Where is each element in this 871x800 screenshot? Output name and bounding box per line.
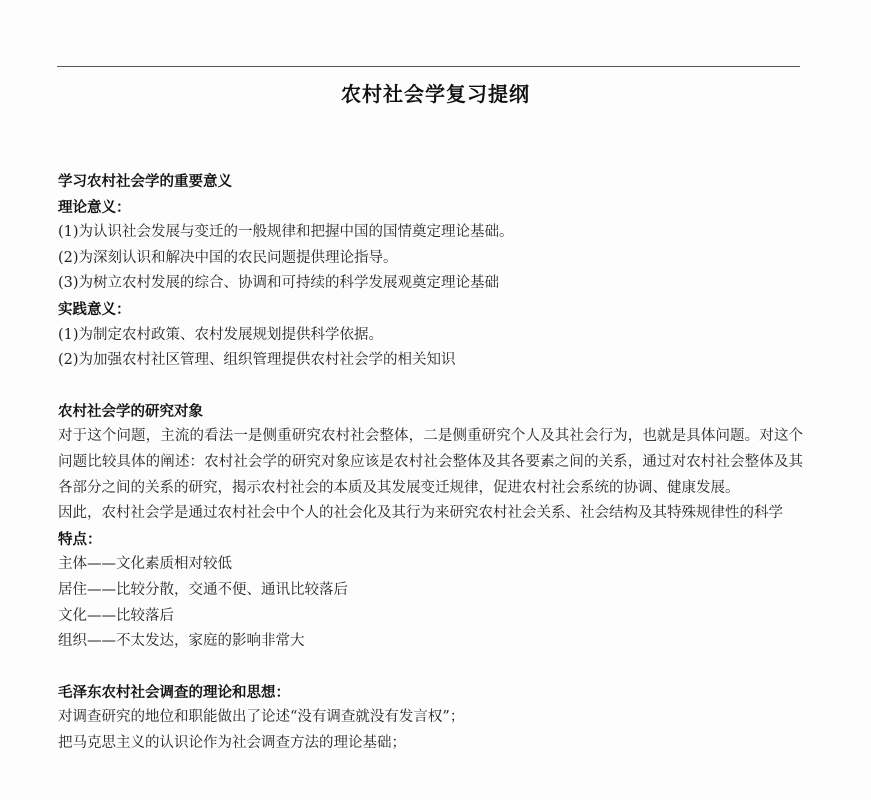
section-heading: 学习农村社会学的重要意义 xyxy=(58,173,232,190)
list-line: 组织——不太发达，家庭的影响非常大 xyxy=(58,633,305,650)
document-title: 农村社会学复习提纲 xyxy=(341,82,530,106)
section-heading: 农村社会学的研究对象 xyxy=(58,402,203,420)
list-line: (1)为制定农村政策、农村发展规划提供科学依据。 xyxy=(58,326,384,343)
list-line: 把马克思主义的认识论作为社会调查方法的理论基础； xyxy=(58,734,406,751)
section-gap xyxy=(58,655,803,680)
paragraph: 对于这个问题，主流的看法一是侧重研究农村社会整体，二是侧重研究个人及其社会行为，也就是具体问题。对这个问题比较具体的阐述：农村社会学的研究对象应该是农村社会整体及其各要素之间的关系，通过对农村社会整体及其各部分之间的关系的研究，揭示农村社会的本质及其发展变迁规律，促进农村社会系统的协调、健康发展。 xyxy=(58,428,803,496)
header-rule xyxy=(57,66,800,67)
list-line: 居住——比较分散，交通不便、通讯比较落后 xyxy=(58,581,348,598)
list-line: (2)为深刻认识和解决中国的农民问题提供理论指导。 xyxy=(58,249,398,266)
list-line: 对调查研究的地位和职能做出了论述“没有调查就没有发言权”； xyxy=(58,709,465,726)
list-line: (1)为认识社会发展与变迁的一般规律和把握中国的国情奠定理论基础。 xyxy=(58,224,514,241)
document-body xyxy=(58,169,803,756)
section-heading: 毛泽东农村社会调查的理论和思想： xyxy=(58,683,290,701)
section-gap xyxy=(58,374,803,399)
list-line: 文化——比较落后 xyxy=(58,607,174,624)
list-line: 主体——文化素质相对较低 xyxy=(58,556,232,573)
subheading: 理论意义： xyxy=(58,198,131,216)
list-line: (2)为加强农村社区管理、组织管理提供农村社会学的相关知识 xyxy=(58,352,456,369)
paragraph: 因此，农村社会学是通过农村社会中个人的社会化及其行为来研究农村社会关系、社会结构及其特殊规律性的科学 xyxy=(58,505,783,522)
list-line: (3)为树立农村发展的综合、协调和可持续的科学发展观奠定理论基础 xyxy=(58,275,500,292)
subheading: 实践意义： xyxy=(58,300,131,318)
subheading: 特点： xyxy=(58,530,102,548)
